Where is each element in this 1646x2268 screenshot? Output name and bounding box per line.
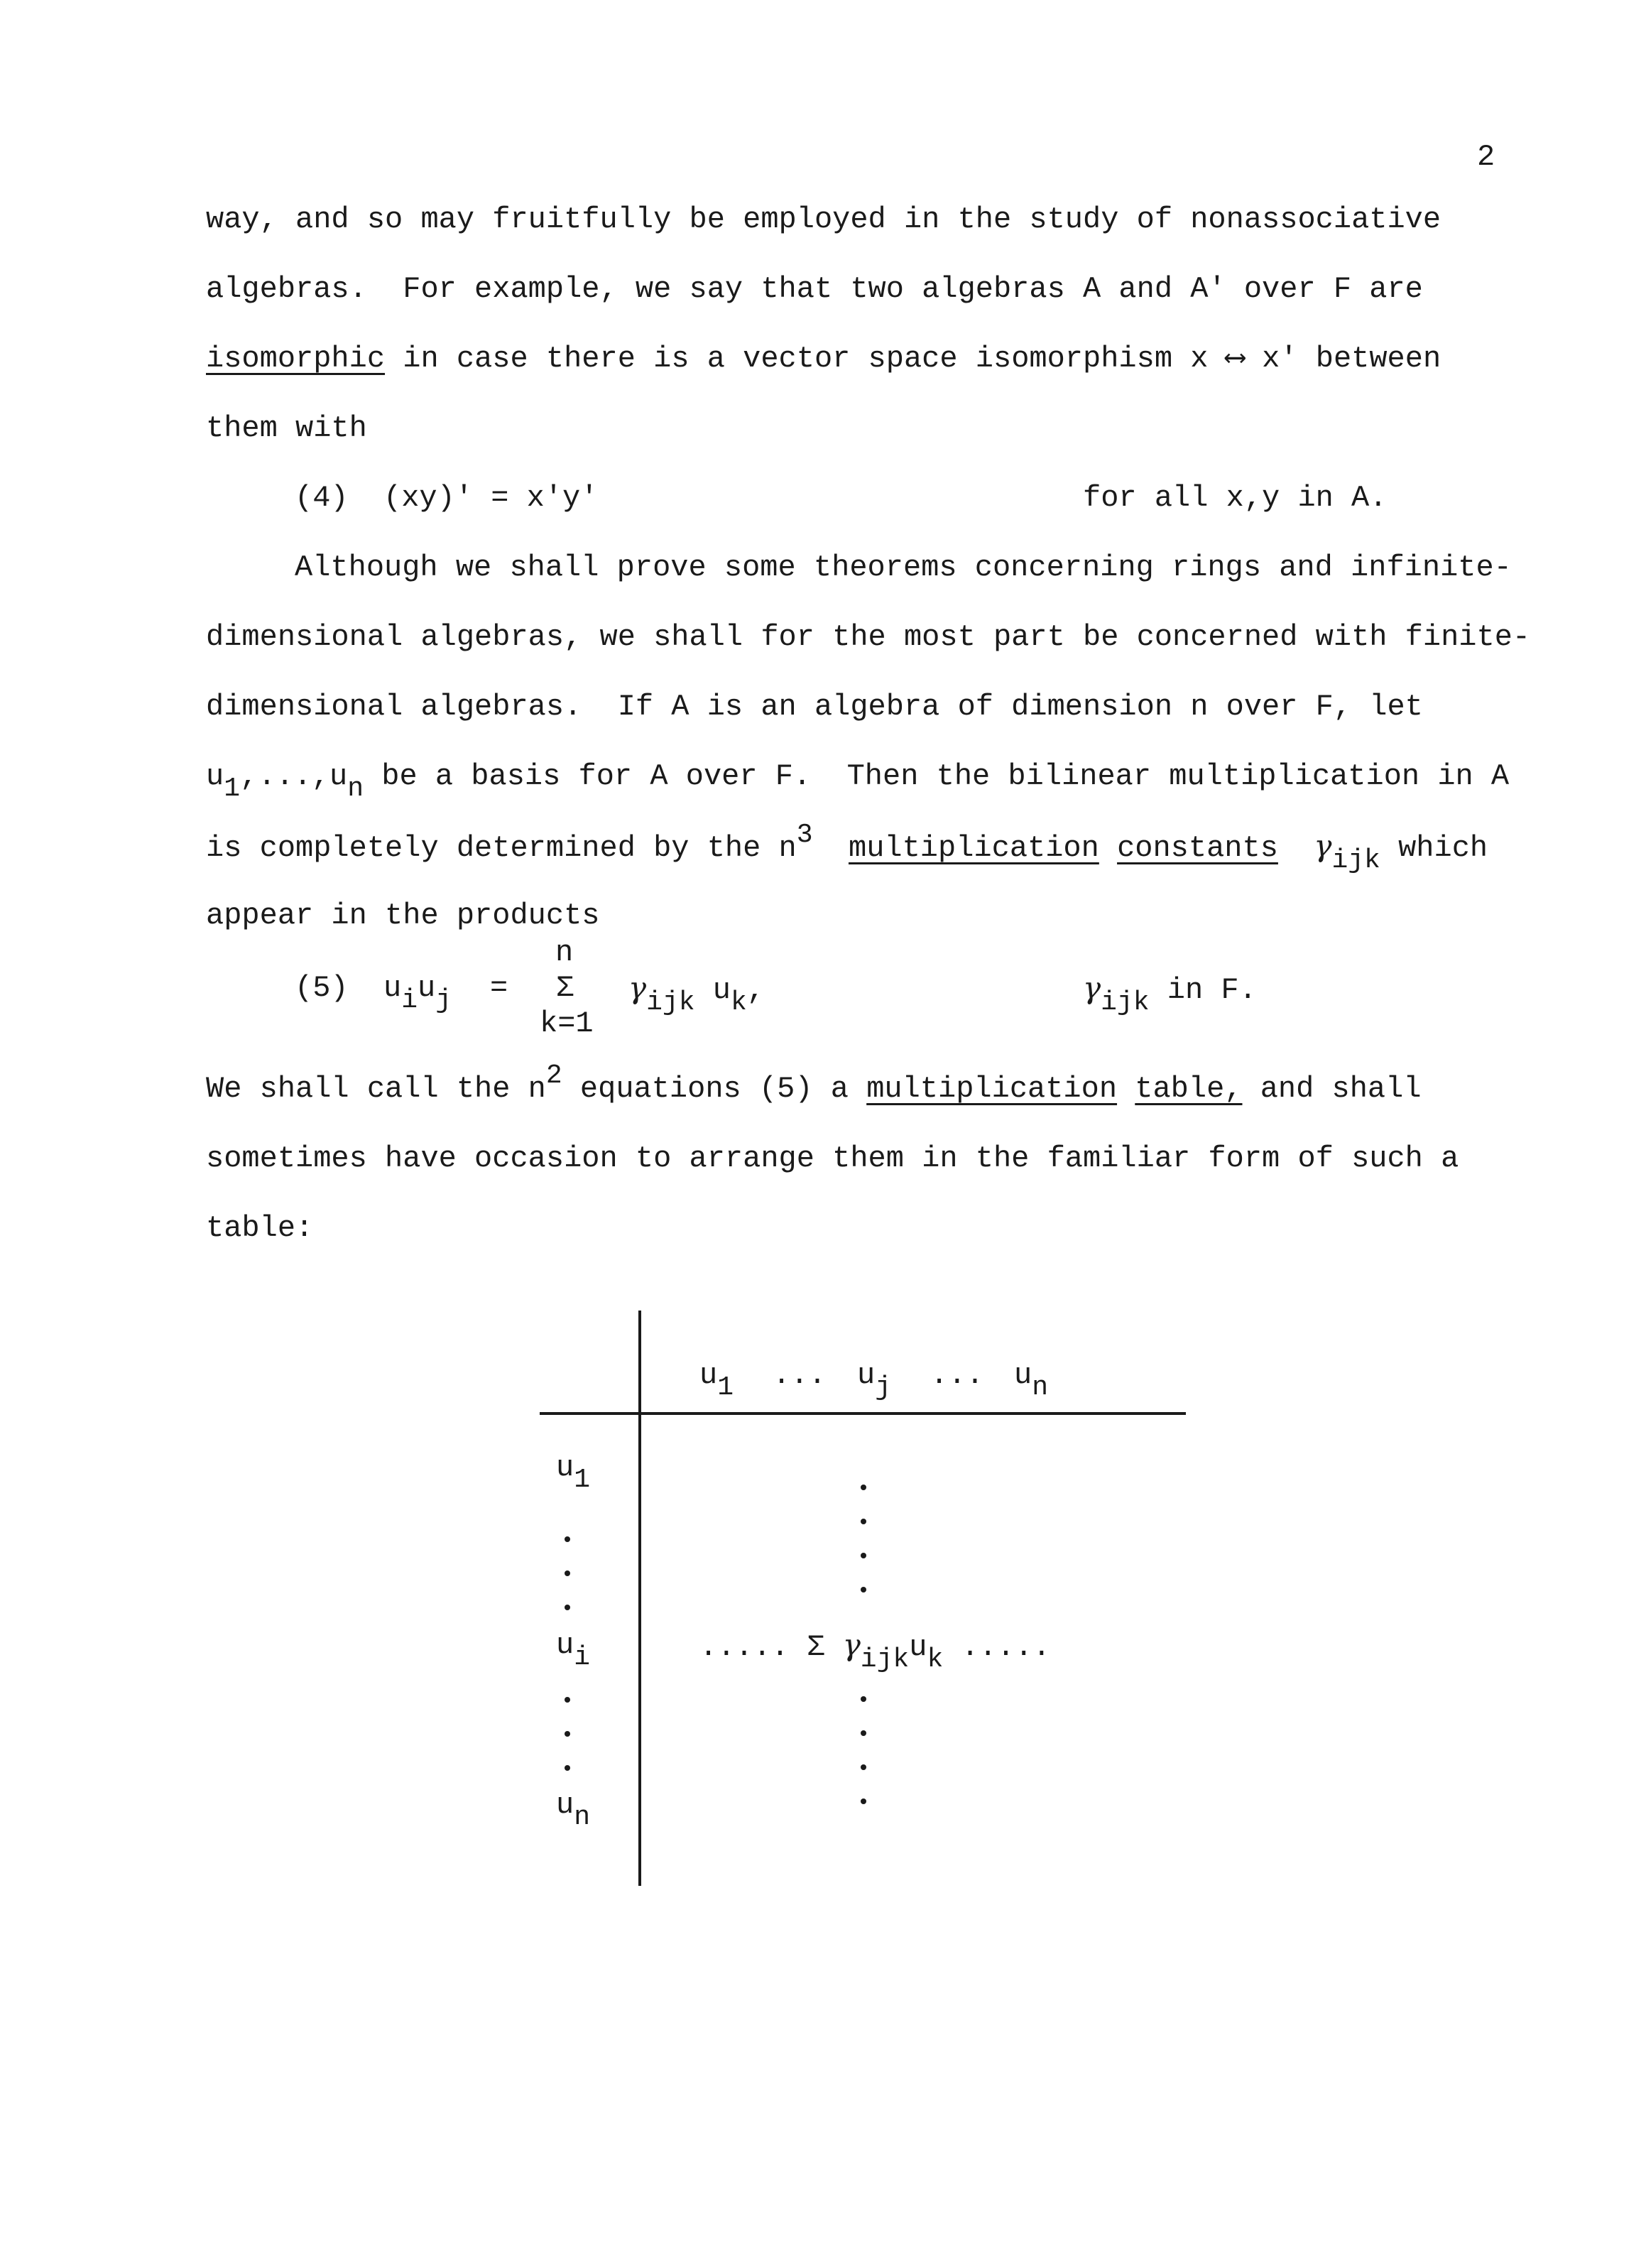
math-u: u [206, 759, 224, 793]
vertical-ellipsis-dot [565, 1731, 570, 1737]
subscript: ijk [1101, 987, 1150, 1018]
table-horizontal-rule [540, 1412, 1186, 1415]
vertical-ellipsis-dot [565, 1765, 570, 1771]
subscript: k [730, 987, 747, 1018]
vertical-ellipsis-dot [861, 1519, 866, 1524]
sum-upper-limit: n [555, 935, 574, 970]
text-line: sometimes have occasion to arrange them in the familiar form of such a [206, 1141, 1459, 1176]
vertical-ellipsis-dot [861, 1696, 866, 1702]
text-line: dimensional algebras, we shall for the most part be concerned with finite- [206, 620, 1531, 654]
subscript: ijk [1331, 845, 1380, 876]
text-line [206, 820, 1488, 876]
text-run: equations (5) a [562, 1072, 867, 1106]
text-run [813, 831, 849, 865]
table-vertical-rule [638, 1311, 641, 1886]
sum-lower-limit: k=1 [540, 1007, 594, 1041]
equation-term [628, 970, 765, 1018]
vertical-ellipsis-dot [565, 1536, 570, 1542]
vertical-ellipsis-dot [861, 1553, 866, 1558]
vertical-ellipsis-dot [861, 1798, 866, 1804]
text-line [206, 759, 1510, 804]
text-line [206, 344, 1441, 374]
equation-label: (5) [295, 971, 349, 1005]
subscript: 1 [224, 774, 241, 804]
superscript: 2 [545, 1060, 562, 1091]
text-line: way, and so may fruitfully be employed in the study of nonassociative [206, 202, 1441, 237]
term-isomorphic: isomorphic [206, 342, 386, 376]
table-entry-ij: ..... Σ γijkuk ..... [699, 1627, 1051, 1675]
gamma-symbol: γ [1083, 970, 1101, 1005]
term-multiplication: multiplication [848, 831, 1099, 865]
vertical-ellipsis-dot [565, 1697, 570, 1703]
comma: , [746, 973, 765, 1007]
math-u: u [418, 971, 436, 1005]
subscript: j [435, 985, 452, 1016]
text-run: and shall [1242, 1072, 1422, 1106]
text-line: appear in the products [206, 899, 600, 933]
term-table: table, [1135, 1072, 1243, 1106]
text-run: is completely determined by the n [206, 831, 797, 865]
vertical-ellipsis-dot [861, 1730, 866, 1736]
vertical-ellipsis-dot [861, 1764, 866, 1770]
math-run: ,...,u [240, 759, 348, 793]
equation-lhs: (xy)' = x'y' [383, 481, 599, 515]
subscript: i [401, 985, 418, 1016]
text-run: We shall call the n [206, 1072, 546, 1106]
table-header-u1: u1 [699, 1358, 734, 1403]
text-run: in F. [1167, 973, 1257, 1007]
page-number: 2 [1477, 140, 1495, 174]
subscript: ijk [646, 987, 695, 1018]
vertical-ellipsis-dot [861, 1587, 866, 1593]
sum-icon: Σ [556, 971, 574, 1005]
text-line: dimensional algebras. If A is an algebra of dimension n over F, let [206, 690, 1423, 724]
table-header-uj: uj [857, 1358, 892, 1403]
table-header-ellipsis: ... [930, 1358, 984, 1392]
gamma-symbol: γ [1314, 828, 1332, 863]
table-row-u1: u1 [556, 1450, 591, 1495]
table-row-ui: ui [556, 1628, 591, 1673]
vertical-ellipsis-dot [565, 1605, 570, 1610]
text-run: which [1398, 831, 1488, 865]
table-header-un: un [1014, 1358, 1049, 1403]
sum-icon: Σ [807, 1630, 825, 1664]
equation-condition [1083, 970, 1257, 1018]
text-line: them with [206, 411, 367, 445]
equation-label: (4) [295, 481, 349, 515]
text-line: table: [206, 1211, 314, 1245]
equation-condition: for all x,y in A. [1083, 481, 1388, 515]
term-multiplication: multiplication [866, 1072, 1118, 1106]
text-run: in case there is a vector space isomorphism x ⟷ x' between [385, 342, 1441, 376]
vertical-ellipsis-dot [861, 1485, 866, 1490]
table-row-un: un [556, 1788, 591, 1833]
text-line: Although we shall prove some theorems concerning rings and infinite- [295, 550, 1512, 585]
superscript: 3 [796, 820, 813, 850]
vertical-ellipsis-dot [565, 1570, 570, 1576]
equation-lhs [383, 971, 452, 1016]
equals-sign: = [490, 971, 508, 1005]
math-u: u [383, 971, 402, 1005]
math-u: u [712, 973, 731, 1007]
text-line: algebras. For example, we say that two algebras A and A' over F are [206, 272, 1423, 306]
subscript: n [347, 774, 364, 804]
text-run: be a basis for A over F. Then the bilinear multiplication in A [364, 759, 1510, 793]
table-header-ellipsis: ... [773, 1358, 827, 1392]
gamma-symbol: γ [628, 970, 647, 1005]
text-line [206, 1060, 1422, 1106]
term-constants: constants [1117, 831, 1278, 865]
